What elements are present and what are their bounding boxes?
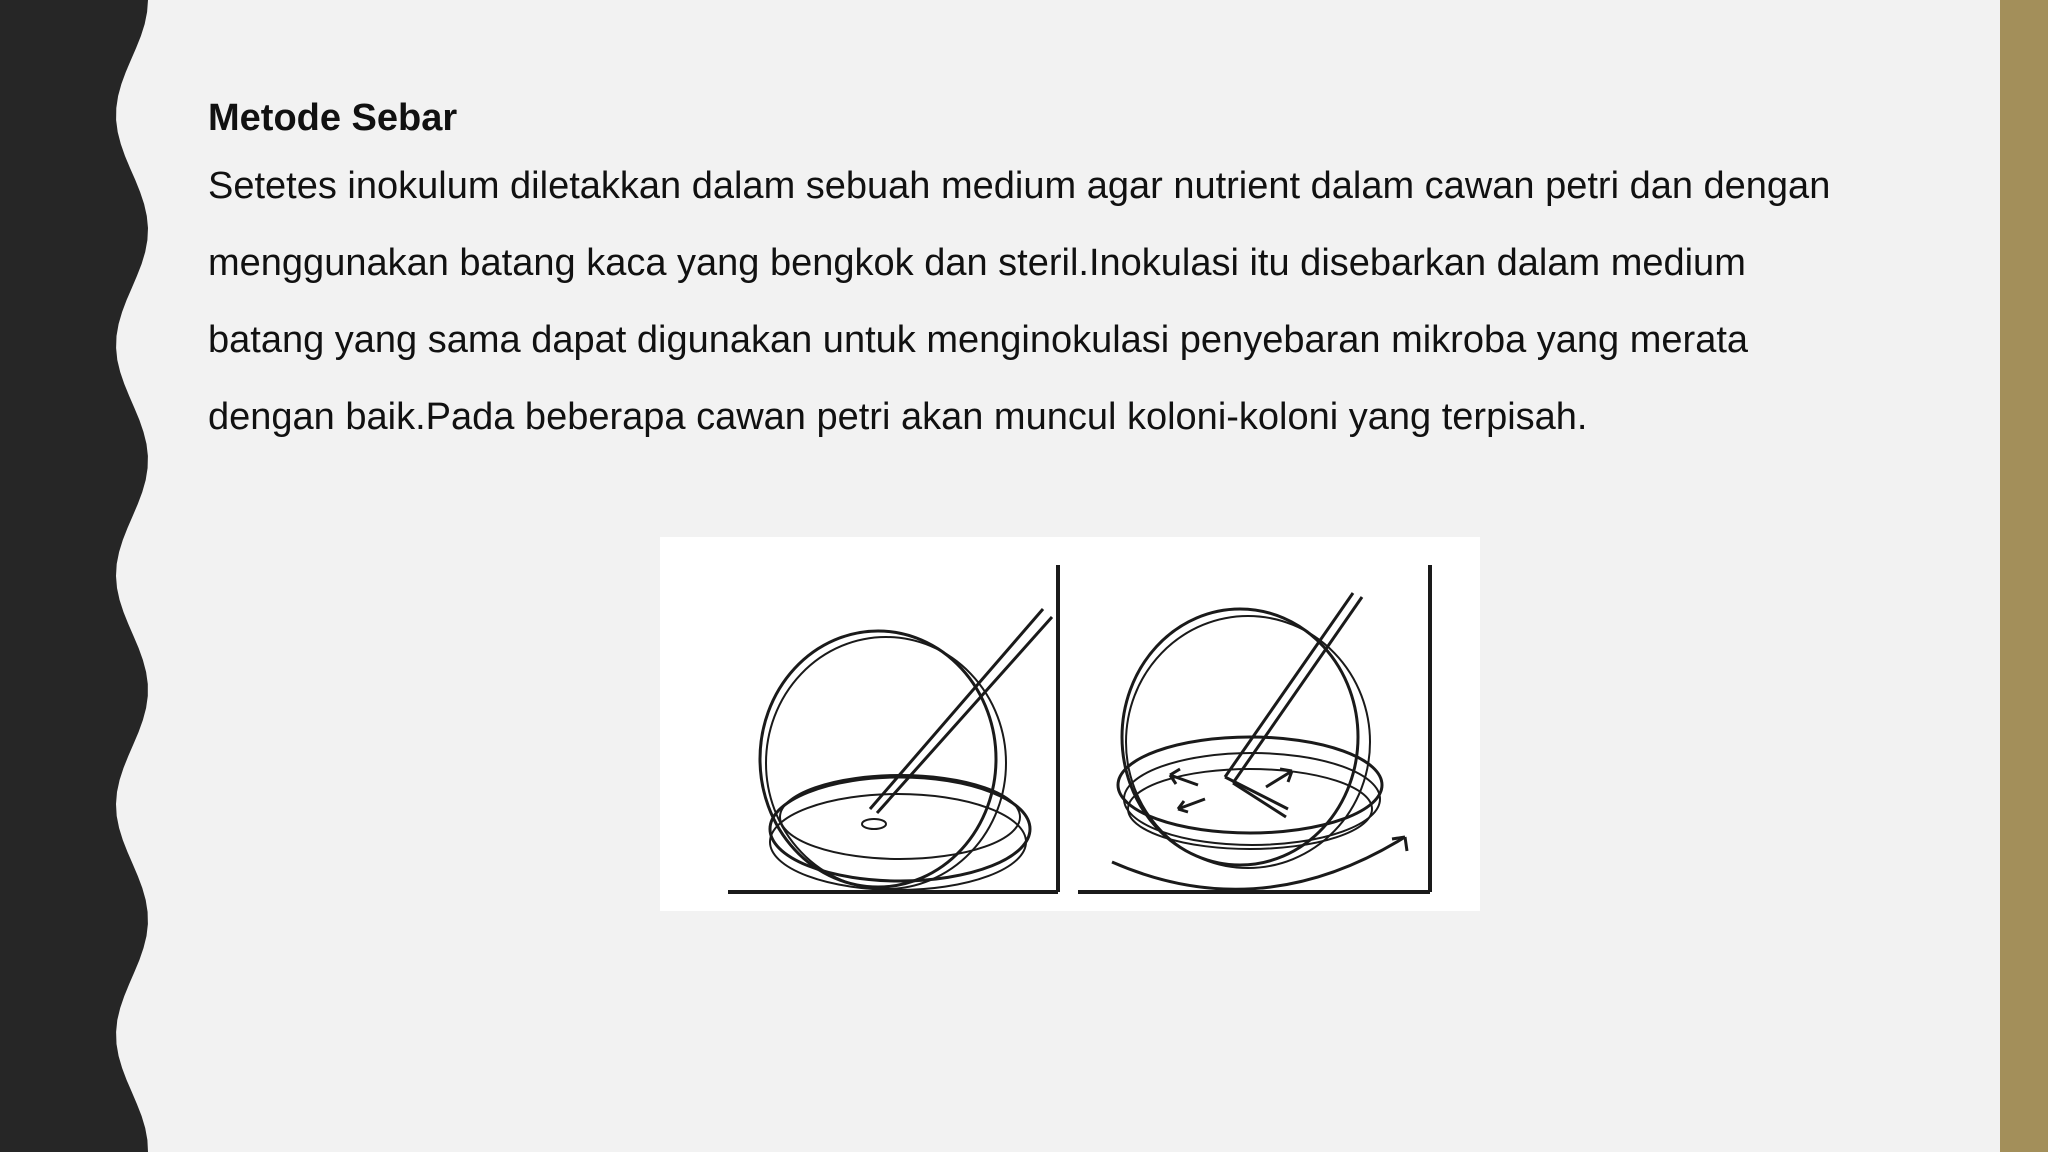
paragraph-line-1: Setetes inokulum diletakkan dalam sebuah medium agar nutrient dalam cawan petri dan dengan (208, 165, 1831, 207)
paragraph-line-2: menggunakan batang kaca yang bengkok dan steril.Inokulasi itu disebarkan dalam medium (208, 242, 1746, 284)
paragraph-line-3: batang yang sama dapat digunakan untuk menginokulasi penyebaran mikroba yang merata (208, 319, 1749, 361)
petri-dish-inoculum-drop-icon (728, 565, 1058, 892)
paragraph-line-4: dengan baik.Pada beberapa cawan petri akan muncul koloni-koloni yang terpisah. (208, 396, 1588, 438)
body-paragraph (208, 148, 1908, 456)
spread-plate-illustration (660, 537, 1480, 911)
petri-dish-spreading-rod-icon (1078, 565, 1430, 892)
right-accent-bar (2000, 0, 2048, 1152)
slide-content (208, 88, 1908, 456)
wavy-left-border (0, 0, 160, 1152)
slide-title: Metode Sebar (208, 97, 458, 139)
